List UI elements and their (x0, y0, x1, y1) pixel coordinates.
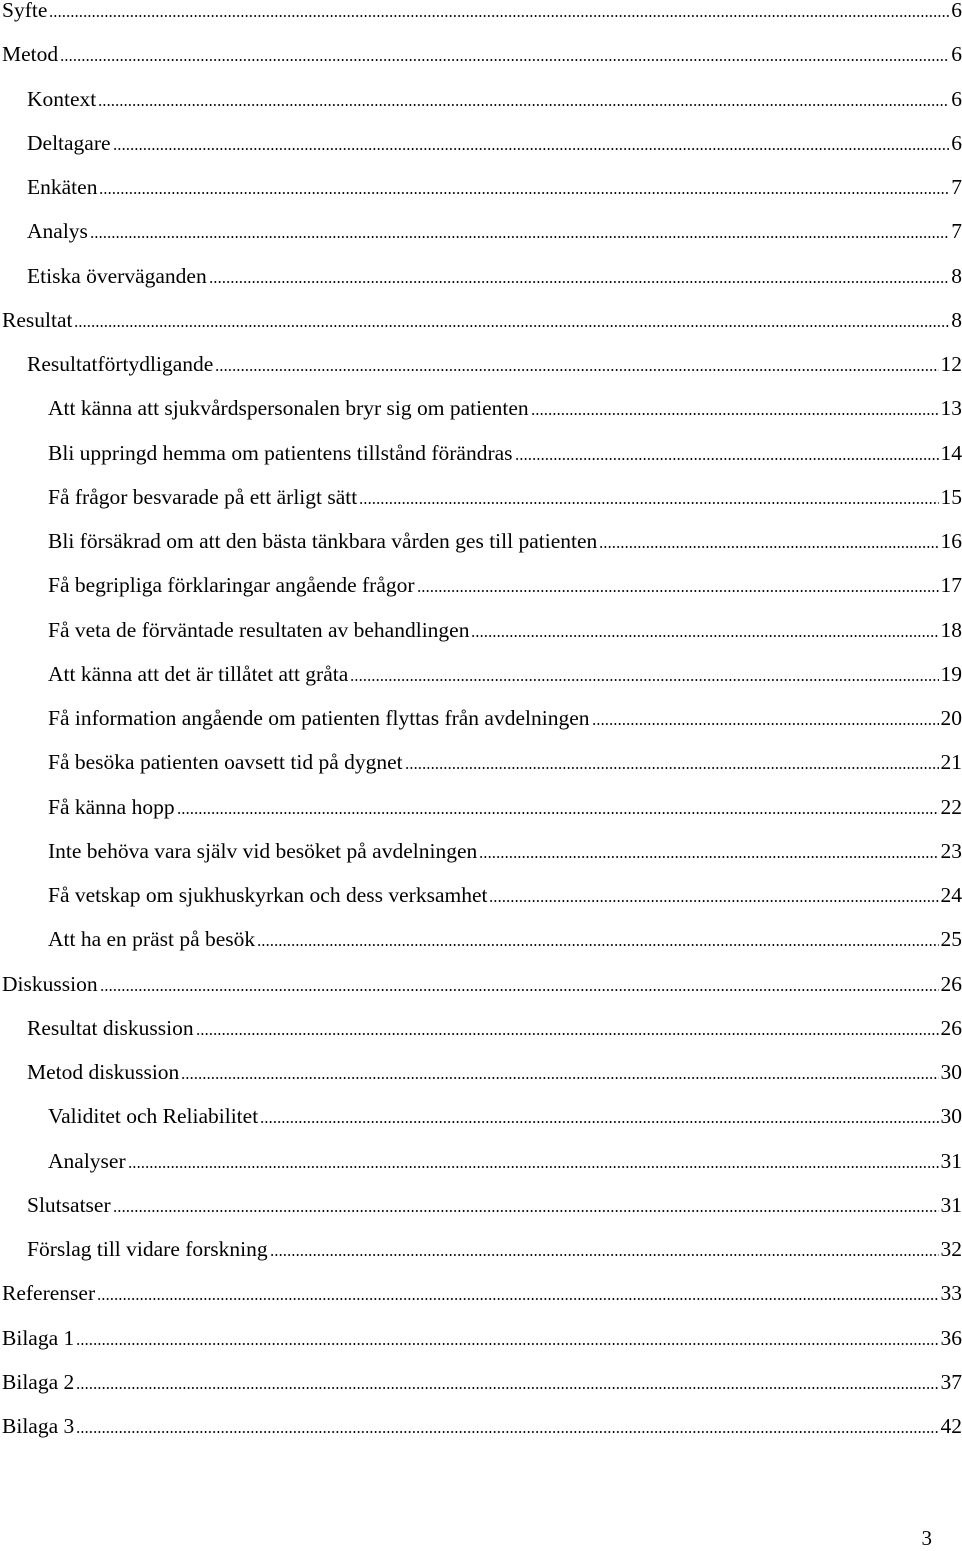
dot-leader (76, 1387, 938, 1389)
toc-entry-page: 6 (949, 87, 962, 111)
toc-entry-title: Få veta de förväntade resultaten av behandlingen (48, 618, 471, 642)
toc-entry-page: 14 (939, 441, 962, 465)
dot-leader (489, 900, 938, 902)
toc-entry-title: Få känna hopp (48, 795, 177, 819)
toc-entry[interactable] (2, 1408, 962, 1438)
toc-entry[interactable] (2, 1320, 962, 1350)
dot-leader (479, 856, 938, 858)
toc-entry[interactable] (48, 744, 962, 774)
toc-entry[interactable] (48, 921, 962, 951)
toc-entry-title: Få begripliga förklaringar angående frågor (48, 573, 417, 597)
toc-entry-title: Validitet och Reliabilitet (48, 1104, 260, 1128)
toc-entry-page: 19 (939, 662, 962, 686)
toc-entry[interactable] (48, 1143, 962, 1173)
dot-leader (113, 1210, 939, 1212)
toc-entry[interactable] (27, 1010, 962, 1040)
dot-leader (405, 767, 939, 769)
toc-entry-page: 30 (939, 1060, 962, 1084)
toc-entry[interactable] (2, 966, 962, 996)
toc-entry-title: Etiska överväganden (27, 264, 209, 288)
toc-entry[interactable] (48, 523, 962, 553)
dot-leader (97, 1298, 938, 1300)
toc-entry-page: 37 (939, 1370, 962, 1394)
toc-entry-page: 26 (939, 1016, 962, 1040)
toc-entry-page: 31 (939, 1193, 962, 1217)
toc-entry-page: 23 (939, 839, 962, 863)
dot-leader (90, 236, 949, 238)
dot-leader (515, 458, 939, 460)
toc-entry[interactable] (27, 169, 962, 199)
toc-entry[interactable] (27, 81, 962, 111)
dot-leader (215, 369, 938, 371)
dot-leader (177, 812, 939, 814)
dot-leader (257, 944, 938, 946)
dot-leader (196, 1033, 939, 1035)
toc-entry[interactable] (2, 0, 962, 22)
toc-entry-page: 30 (939, 1104, 962, 1128)
dot-leader (359, 502, 938, 504)
dot-leader (76, 1431, 938, 1433)
toc-entry[interactable] (2, 1275, 962, 1305)
dot-leader (98, 104, 949, 106)
dot-leader (49, 15, 949, 17)
toc-entry[interactable] (48, 390, 962, 420)
toc-entry-title: Resultat (2, 308, 74, 332)
toc-entry-page: 15 (939, 485, 962, 509)
toc-entry[interactable] (48, 567, 962, 597)
toc-entry-page: 31 (939, 1149, 962, 1173)
dot-leader (599, 546, 938, 548)
toc-entry-page: 12 (939, 352, 962, 376)
dot-leader (74, 325, 949, 327)
toc-entry[interactable] (48, 833, 962, 863)
dot-leader (128, 1166, 939, 1168)
toc-entry-title: Bilaga 1 (2, 1326, 76, 1350)
toc-entry-title: Analys (27, 219, 90, 243)
toc-entry-title: Att känna att sjukvårdspersonalen bryr sig om patienten (48, 396, 531, 420)
toc-entry[interactable] (48, 1098, 962, 1128)
toc-entry-title: Metod (2, 42, 60, 66)
toc-entry[interactable] (48, 877, 962, 907)
toc-entry[interactable] (2, 36, 962, 66)
dot-leader (350, 679, 938, 681)
toc-entry-page: 6 (949, 131, 962, 155)
toc-entry-page: 6 (949, 42, 962, 66)
toc-entry[interactable] (27, 258, 962, 288)
toc-entry-title: Bilaga 3 (2, 1414, 76, 1438)
toc-entry-page: 8 (949, 264, 962, 288)
toc-entry[interactable] (27, 346, 962, 376)
dot-leader (260, 1121, 938, 1123)
toc-entry-title: Att känna att det är tillåtet att gråta (48, 662, 350, 686)
toc-entry-title: Syfte (2, 0, 49, 22)
toc-entry-title: Bli uppringd hemma om patientens tillstånd förändras (48, 441, 515, 465)
toc-entry-page: 32 (939, 1237, 962, 1261)
dot-leader (60, 59, 949, 61)
toc-entry-page: 16 (939, 529, 962, 553)
toc-entry[interactable] (27, 1187, 962, 1217)
toc-entry-title: Få frågor besvarade på ett ärligt sätt (48, 485, 359, 509)
toc-entry[interactable] (48, 789, 962, 819)
dot-leader (100, 989, 939, 991)
toc-entry-title: Resultat diskussion (27, 1016, 196, 1040)
toc-entry-page: 25 (939, 927, 962, 951)
toc-entry-title: Slutsatser (27, 1193, 113, 1217)
toc-entry[interactable] (27, 1054, 962, 1084)
toc-entry-page: 18 (939, 618, 962, 642)
toc-entry-title: Förslag till vidare forskning (27, 1237, 270, 1261)
toc-entry[interactable] (48, 612, 962, 642)
toc-entry[interactable] (48, 656, 962, 686)
toc-entry-title: Att ha en präst på besök (48, 927, 257, 951)
toc-entry[interactable] (2, 302, 962, 332)
dot-leader (76, 1343, 938, 1345)
dot-leader (181, 1077, 938, 1079)
toc-entry[interactable] (48, 700, 962, 730)
toc-entry-title: Få vetskap om sjukhuskyrkan och dess verksamhet (48, 883, 489, 907)
toc-entry[interactable] (27, 213, 962, 243)
toc-entry-page: 24 (939, 883, 962, 907)
toc-entry-title: Enkäten (27, 175, 99, 199)
toc-entry-title: Deltagare (27, 131, 113, 155)
toc-entry-title: Diskussion (2, 972, 100, 996)
toc-entry-page: 36 (939, 1326, 962, 1350)
toc-entry-page: 42 (939, 1414, 962, 1438)
toc-entry-page: 22 (939, 795, 962, 819)
dot-leader (113, 148, 950, 150)
toc-entry-page: 13 (939, 396, 962, 420)
toc-entry-page: 7 (949, 175, 962, 199)
toc-entry-title: Analyser (48, 1149, 128, 1173)
toc-entry-title: Inte behöva vara själv vid besöket på avdelningen (48, 839, 479, 863)
toc-entry-page: 6 (949, 0, 962, 22)
toc-entry-title: Metod diskussion (27, 1060, 181, 1084)
toc-entry-page: 20 (939, 706, 962, 730)
dot-leader (99, 192, 949, 194)
toc-entry-page: 17 (939, 573, 962, 597)
dot-leader (531, 413, 939, 415)
toc-entry-title: Få besöka patienten oavsett tid på dygnet (48, 750, 405, 774)
toc-entry-page: 33 (939, 1281, 962, 1305)
toc-entry-page: 8 (949, 308, 962, 332)
toc-entry[interactable] (27, 1231, 962, 1261)
toc-entry-title: Få information angående om patienten flyttas från avdelningen (48, 706, 592, 730)
dot-leader (592, 723, 939, 725)
toc-entry-page: 7 (949, 219, 962, 243)
toc-entry[interactable] (48, 479, 962, 509)
toc-entry-title: Resultatförtydligande (27, 352, 215, 376)
dot-leader (209, 281, 950, 283)
toc-entry-title: Referenser (2, 1281, 97, 1305)
toc-entry[interactable] (2, 1364, 962, 1394)
toc-entry-title: Bli försäkrad om att den bästa tänkbara vården ges till patienten (48, 529, 599, 553)
dot-leader (417, 590, 939, 592)
toc-entry-title: Bilaga 2 (2, 1370, 76, 1394)
toc-entry[interactable] (27, 125, 962, 155)
dot-leader (270, 1254, 939, 1256)
toc-entry[interactable] (48, 435, 962, 465)
dot-leader (471, 635, 938, 637)
page-number: 3 (922, 1526, 933, 1551)
toc-entry-title: Kontext (27, 87, 98, 111)
toc-entry-page: 26 (939, 972, 962, 996)
toc-entry-page: 21 (939, 750, 962, 774)
